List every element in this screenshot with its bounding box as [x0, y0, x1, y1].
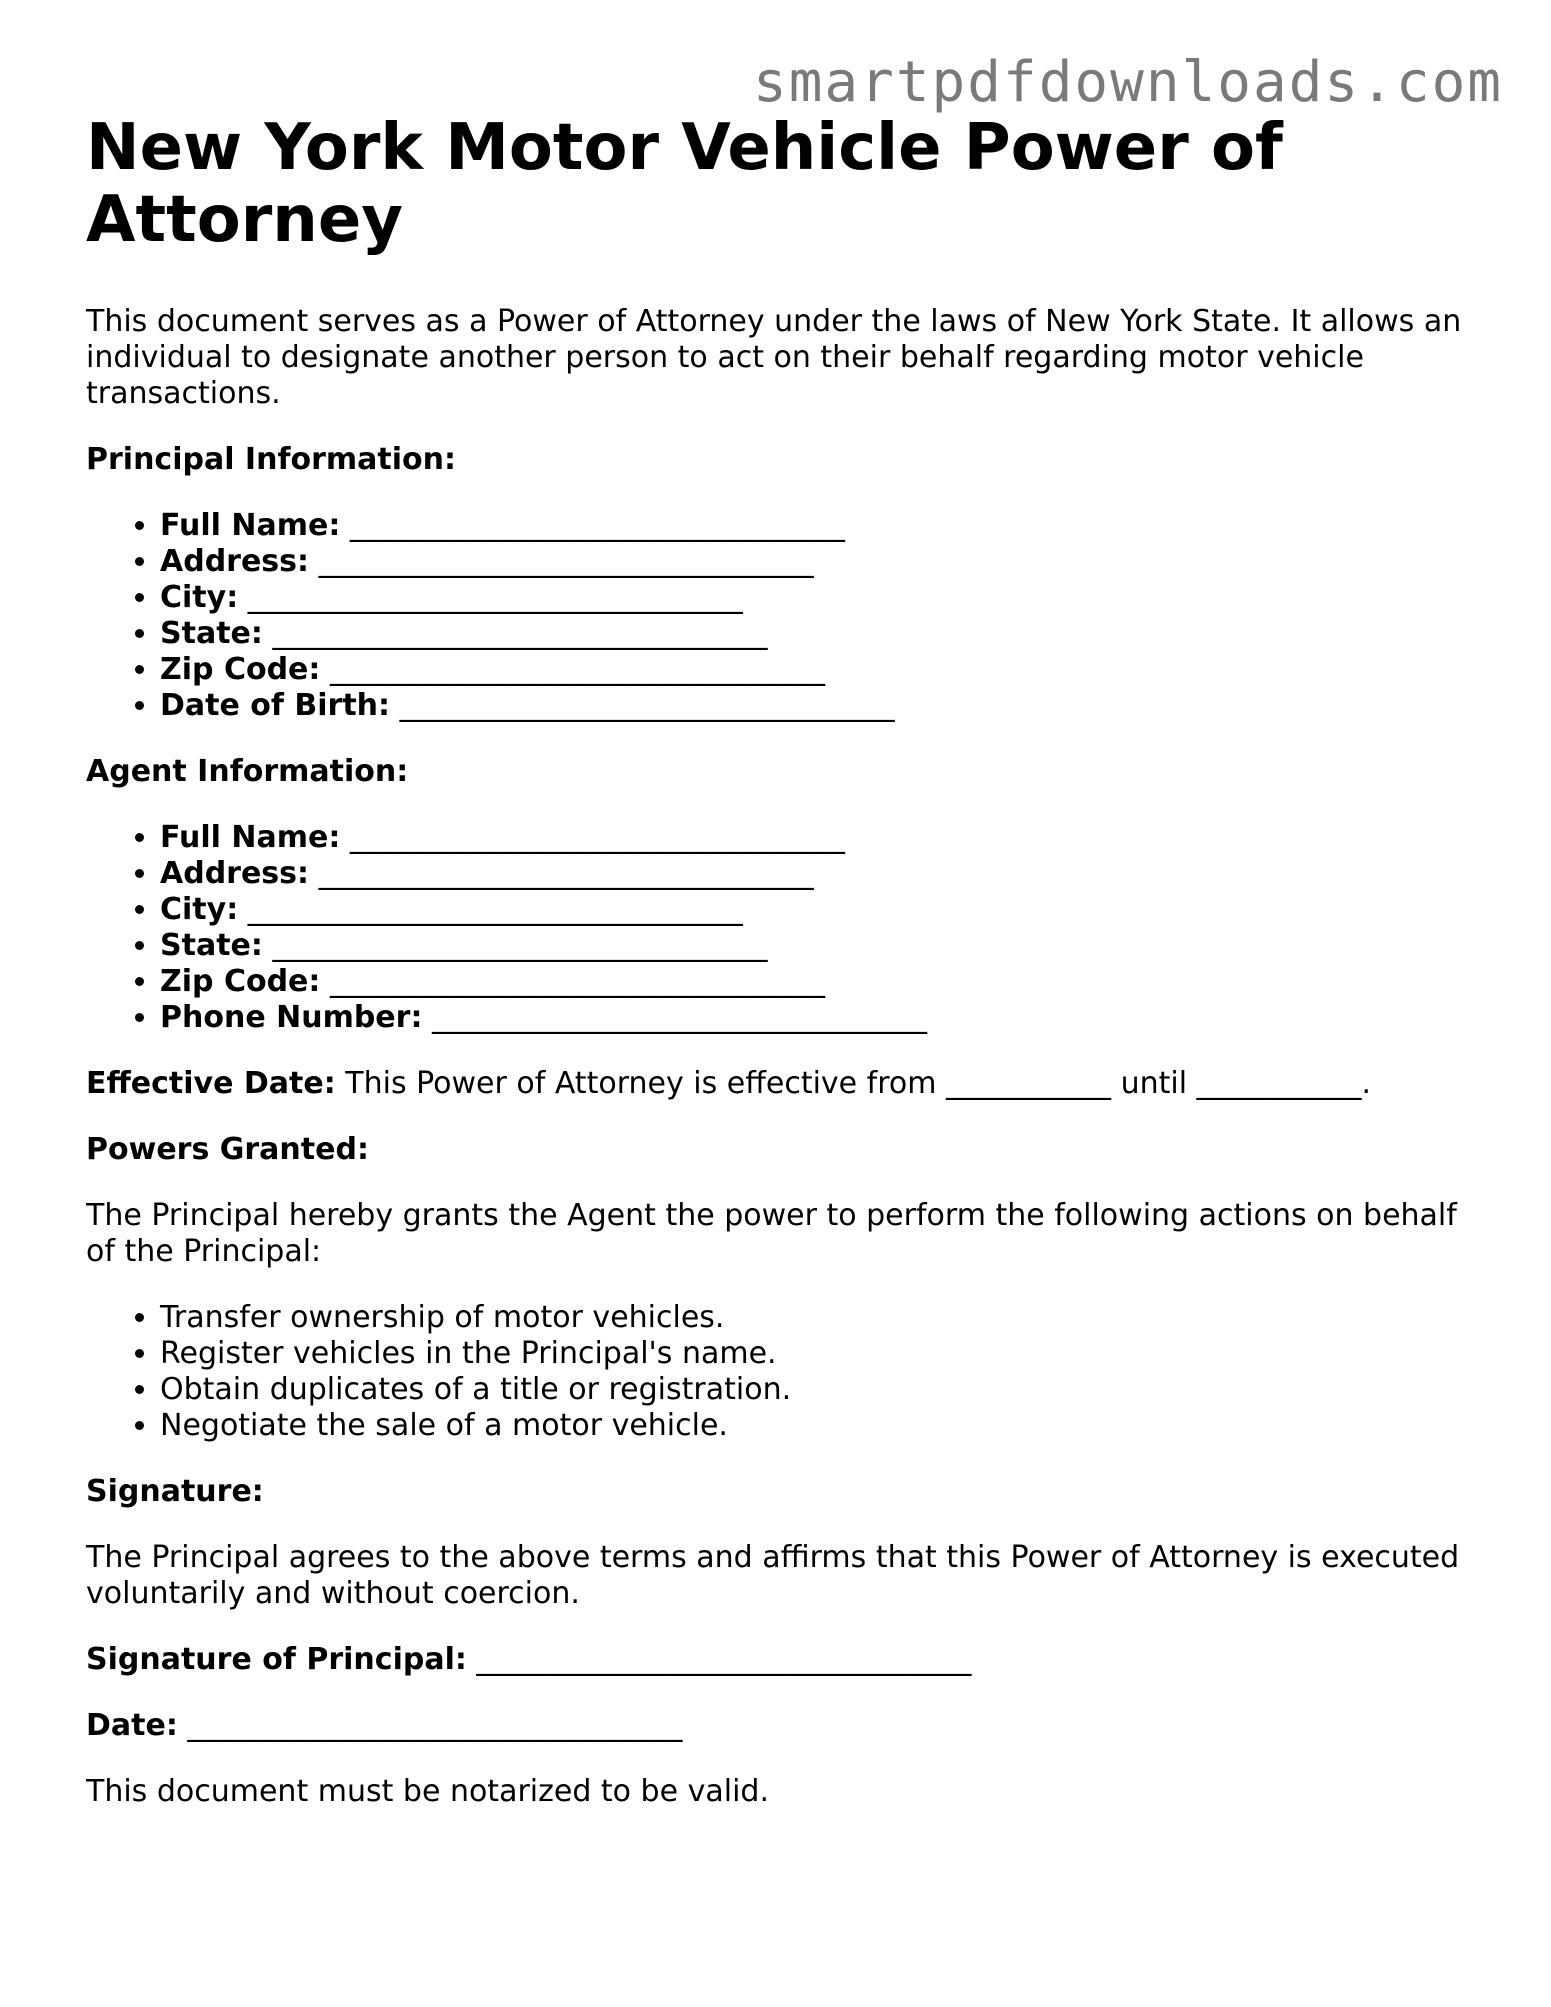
power-item: • Obtain duplicates of a title or registration.: [160, 1372, 1486, 1408]
signature-blank[interactable]: _________________________________: [476, 1642, 972, 1677]
field-blank[interactable]: _________________________________: [272, 616, 768, 651]
principal-fields-list: [86, 508, 1486, 724]
principal-heading: Principal Information:: [86, 442, 457, 477]
field-blank[interactable]: _________________________________: [329, 964, 825, 999]
powers-list: [86, 1300, 1486, 1444]
power-item: • Register vehicles in the Principal's name.: [160, 1336, 1486, 1372]
field-blank[interactable]: _________________________________: [399, 688, 895, 723]
field-blank[interactable]: _________________________________: [349, 820, 845, 855]
field-label: Zip Code:: [160, 964, 321, 999]
signature-text: The Principal agrees to the above terms and affirms that this Power of Attorney is executed voluntarily and without coercion.: [86, 1540, 1460, 1611]
field-label: Phone Number:: [160, 1000, 423, 1035]
agent-field: [160, 928, 1486, 964]
agent-field: [160, 856, 1486, 892]
principal-field: [160, 688, 1486, 724]
signature-heading: Signature:: [86, 1474, 264, 1509]
field-label: City:: [160, 580, 239, 615]
agent-fields-list: [86, 820, 1486, 1036]
field-label: Address:: [160, 856, 310, 891]
principal-field: [160, 508, 1486, 544]
principal-field: [160, 580, 1486, 616]
field-blank[interactable]: _________________________________: [349, 508, 845, 543]
principal-field: [160, 616, 1486, 652]
date-blank[interactable]: _________________________________: [187, 1708, 683, 1743]
watermark: smartpdfdownloads.com: [752, 50, 1503, 115]
signature-label: Signature of Principal:: [86, 1642, 467, 1677]
principal-field: [160, 652, 1486, 688]
agent-field: [160, 820, 1486, 856]
document-page: [86, 112, 1486, 1810]
powers-heading: Powers Granted:: [86, 1132, 369, 1167]
field-label: Full Name:: [160, 820, 341, 855]
field-label: State:: [160, 928, 263, 963]
notarization-note: This document must be notarized to be valid.: [86, 1774, 769, 1809]
effective-date-line: [86, 1066, 1486, 1102]
field-blank[interactable]: _________________________________: [329, 652, 825, 687]
signature-line: [86, 1642, 1486, 1678]
field-blank[interactable]: _________________________________: [318, 856, 814, 891]
field-label: Address:: [160, 544, 310, 579]
date-label: Date:: [86, 1708, 178, 1743]
effective-date-text[interactable]: This Power of Attorney is effective from ___________ until ___________.: [345, 1066, 1372, 1101]
field-label: Date of Birth:: [160, 688, 391, 723]
intro-paragraph: This document serves as a Power of Attorney under the laws of New York State. It allows an individual to designate another person to act on their behalf regarding motor vehicle transactions.: [86, 304, 1462, 411]
field-label: State:: [160, 616, 263, 651]
field-label: City:: [160, 892, 239, 927]
field-blank[interactable]: _________________________________: [247, 580, 743, 615]
effective-date-label: Effective Date:: [86, 1066, 336, 1101]
field-blank[interactable]: _________________________________: [272, 928, 768, 963]
power-item: • Negotiate the sale of a motor vehicle.: [160, 1408, 1486, 1444]
agent-heading: Agent Information:: [86, 754, 409, 789]
agent-field: [160, 964, 1486, 1000]
powers-intro: The Principal hereby grants the Agent the power to perform the following actions on behalf of the Principal:: [86, 1198, 1457, 1269]
field-blank[interactable]: _________________________________: [318, 544, 814, 579]
principal-field: [160, 544, 1486, 580]
field-label: Zip Code:: [160, 652, 321, 687]
power-item: • Transfer ownership of motor vehicles.: [160, 1300, 1486, 1336]
agent-field: [160, 892, 1486, 928]
field-label: Full Name:: [160, 508, 341, 543]
field-blank[interactable]: _________________________________: [432, 1000, 927, 1035]
agent-field: [160, 1000, 1486, 1036]
field-blank[interactable]: _________________________________: [247, 892, 743, 927]
page-title: New York Motor Vehicle Power of Attorney: [86, 111, 1283, 257]
date-line: [86, 1708, 1486, 1744]
